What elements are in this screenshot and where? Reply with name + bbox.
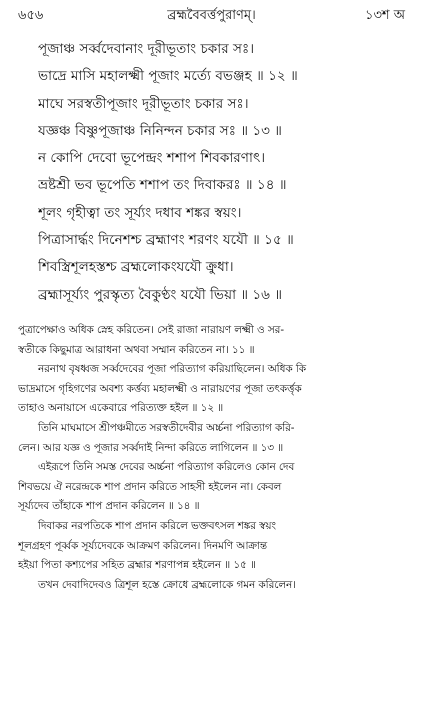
prose-line: শূলগ্রহণ পূর্ব্বক সূর্য্যদেবকে আক্রমণ করিলেন। দিনমণি আক্রান্ত [18, 539, 267, 552]
prose-line: শিবভয়ে ঐ নরেন্দ্রকে শাপ প্রদান করিতে সাহসী হইলেন না। কেবল [18, 480, 282, 493]
verse-line: ভ্রষ্টশ্রী ভব ভূপেতি শশাপ তং দিবাকরঃ ॥ ১৪ ॥ [38, 177, 287, 194]
prose-line: পুত্রাপেক্ষাও অধিক স্নেহ করিতেন। সেই রাজা নারায়ণ লক্ষ্মী ও সর- [18, 324, 285, 336]
prose-line: ভাদ্রমাসে গৃহিগণের অবশ্য কর্ত্তব্য মহালক্ষ্মী ও নারায়ণের পূজা তৎকর্ত্তৃক [18, 382, 302, 395]
prose-line: এইরূপে তিনি সমস্ত দেবের অর্চ্চনা পরিত্যাগ করিলেও কোন দেব [38, 461, 295, 474]
page-number: ৬৫৬ [18, 8, 44, 23]
prose-line: তাহাও অনায়াসে একেবারে পরিত্যক্ত হইল ॥ ১২ ॥ [18, 402, 224, 415]
chapter-label: ১৩শ অ [365, 8, 405, 23]
verse-line: ব্রহ্মাসূর্য্যং পুরস্কৃত্য বৈকুণ্ঠং যযৌ ভিয়া ॥ ১৬ ॥ [38, 286, 283, 303]
prose-line: তিনি মাঘমাসে শ্রীপঞ্চমীতে সরস্বতীদেবীর অর্চ্চনা পরিত্যাগ করি- [38, 421, 295, 434]
prose-line: লেন। আর যজ্ঞ ও পূজার সর্ব্বদাই নিন্দা করিতে লাগিলেন ॥ ১৩ ॥ [18, 441, 284, 454]
prose-line: নরনাথ বৃষধ্বজ সর্ব্বদেবের পূজা পরিত্যাগ করিয়াছিলেন। অধিক কি [38, 363, 307, 376]
running-title: ব্রহ্মবৈবর্ত্তপুরাণম্। [167, 8, 256, 23]
prose-line: তখন দেবাদিদেবও ত্রিশূল হস্তে ক্রোধে ব্রহ্মলোকে গমন করিলেন। [38, 578, 296, 591]
verse-line: ন কোপি দেবো ভূপেন্দ্রং শশাপ শিবকারণাৎ। [38, 150, 266, 167]
verse-line: যজ্ঞঞ্চ বিষ্ণুপূজাঞ্চ নিনিন্দন চকার সঃ ॥ ১৩ ॥ [38, 122, 282, 139]
prose-line: স্বতীকে কিছুমাত্র আরাধনা অথবা সম্মান করিতেন না। ১১ ॥ [18, 343, 255, 356]
verse-line: শূলং গৃহীত্বা তং সূর্য্যং দধাব শঙ্কর স্বয়ং। [38, 204, 242, 221]
prose-line: হইয়া পিতা কশ্যপের সহিত ব্রহ্মার শরণাপন্ন হইলেন ॥ ১৫ ॥ [18, 559, 256, 572]
verse-line: শিবস্ত্রিশূলহস্তশ্চ ব্রহ্মলোকংযযৌ ক্রুধা। [38, 259, 234, 276]
sanskrit-verses [38, 36, 408, 309]
verse-line: ভাদ্রে মাসি মহালক্ষ্মী পূজাং মর্ত্যে বভঞ্জহ ॥ ১২ ॥ [38, 68, 298, 85]
verse-line: পিত্রাসার্দ্ধং দিনেশশ্চ ব্রহ্মাণং শরণং যযৌ ॥ ১৫ ॥ [38, 232, 294, 249]
verse-line: পূজাঞ্চ সর্ব্বদেবানাং দূরীভূতাং চকার সঃ। [38, 41, 255, 57]
prose-line: দিবাকর নরপতিকে শাপ প্রদান করিলে ভক্তবৎসল শঙ্কর স্বয়ং [38, 519, 276, 532]
prose-line: সূর্য্যদেব তাঁহাকে শাপ প্রদান করিলেন ॥ ১৪ ॥ [18, 500, 200, 513]
bengali-translation [18, 321, 410, 595]
verse-line: মাঘে সরস্বতীপূজাং দূরীভূতাং চকার সঃ। [38, 95, 249, 112]
